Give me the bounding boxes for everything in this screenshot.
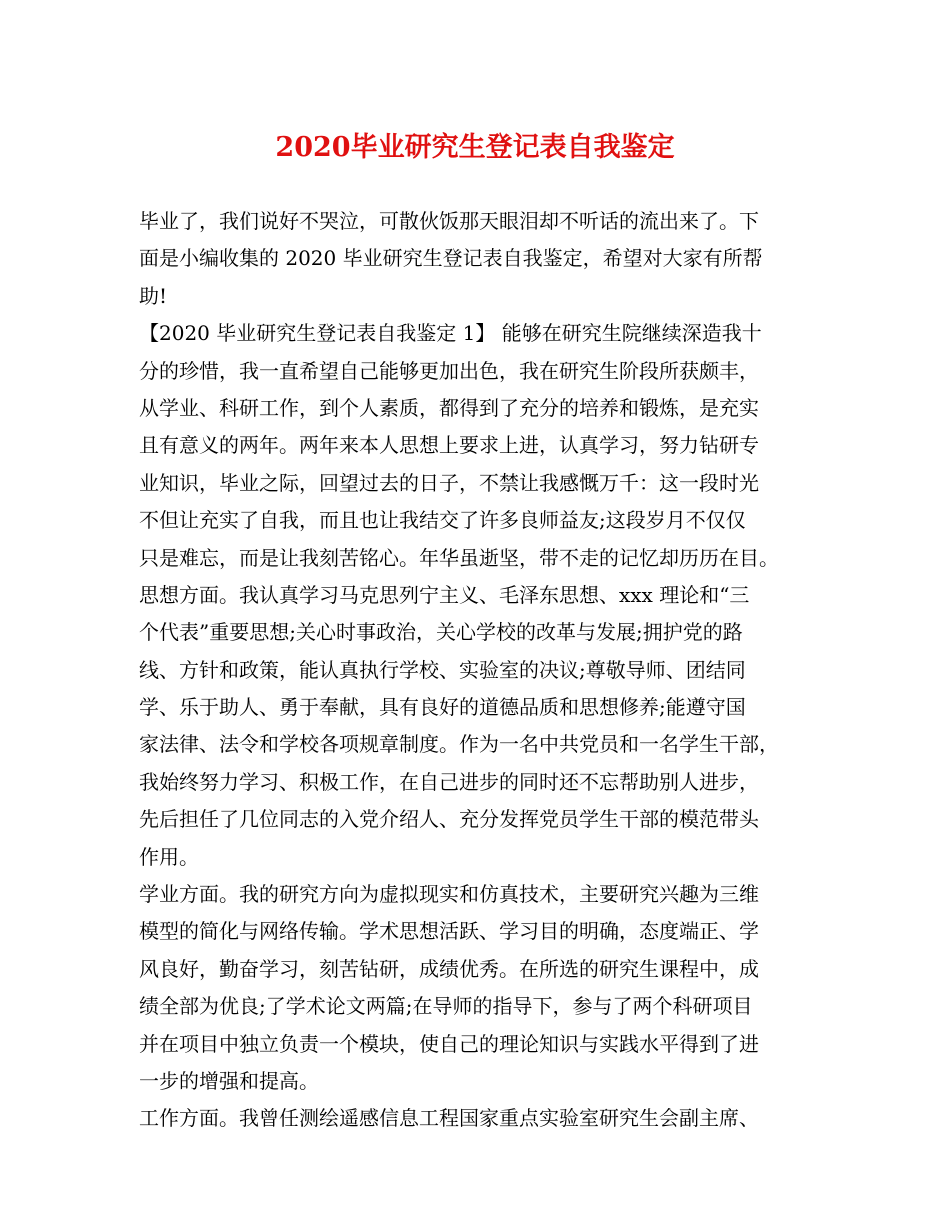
paragraph-line: 家法律、法令和学校各项规章制度。作为一名中共党员和一名学生干部，	[139, 732, 779, 757]
paragraph-line: 并在项目中独立负责一个模块，使自己的理论知识与实践水平得到了进	[139, 1031, 759, 1056]
paragraph-line: 且有意义的两年。两年来本人思想上要求上进，认真学习，努力钻研专	[139, 433, 759, 458]
paragraph-line: 只是难忘，而是让我刻苦铭心。年华虽逝坚，带不走的记忆却历历在目。	[139, 545, 779, 570]
paragraph-line: 绩全部为优良;了学术论文两篇;在导师的指导下，参与了两个科研项目	[139, 994, 753, 1019]
paragraph-line: 面是小编收集的 2020 毕业研究生登记表自我鉴定，希望对大家有所帮	[139, 246, 763, 271]
paragraph-line: 先后担任了几位同志的入党介绍人、充分发挥党员学生干部的模范带头	[139, 807, 759, 832]
paragraph-line: 我始终努力学习、积极工作，在自己进步的同时还不忘帮助别人进步，	[139, 769, 759, 794]
paragraph-line: 【2020 毕业研究生登记表自我鉴定 1】 能够在研究生院继续深造我十	[139, 321, 762, 346]
paragraph-line: 线、方针和政策，能认真执行学校、实验室的决议;尊敬导师、团结同	[139, 657, 746, 682]
paragraph-line: 一步的增强和提高。	[139, 1068, 319, 1093]
paragraph-line: 学、乐于助人、勇于奉献，具有良好的道德品质和思想修养;能遵守国	[139, 695, 746, 720]
paragraph-line: 业知识，毕业之际，回望过去的日子，不禁让我感慨万千：这一段时光	[139, 470, 759, 495]
paragraph-line: 风良好，勤奋学习，刻苦钻研，成绩优秀。在所选的研究生课程中，成	[139, 956, 759, 981]
paragraph-line: 分的珍惜，我一直希望自己能够更加出色，我在研究生阶段所获颇丰，	[139, 358, 759, 383]
document-title: 2020毕业研究生登记表自我鉴定	[275, 132, 675, 163]
paragraph-line: 不但让充实了自我，而且也让我结交了许多良师益友;这段岁月不仅仅	[139, 508, 746, 533]
paragraph-line: 学业方面。我的研究方向为虚拟现实和仿真技术，主要研究兴趣为三维	[139, 882, 759, 907]
document-body	[139, 203, 819, 1138]
paragraph-line: 思想方面。我认真学习马克思列宁主义、毛泽东思想、xxx 理论和“三	[139, 582, 750, 607]
paragraph-line: 工作方面。我曾任测绘遥感信息工程国家重点实验室研究生会副主席、	[139, 1106, 759, 1131]
paragraph-line: 模型的简化与网络传输。学术思想活跃、学习目的明确，态度端正、学	[139, 919, 759, 944]
paragraph-line: 助!	[139, 283, 168, 308]
paragraph-line: 作用。	[139, 844, 199, 869]
paragraph-line: 从学业、科研工作，到个人素质，都得到了充分的培养和锻炼，是充实	[139, 395, 759, 420]
paragraph-line: 个代表”重要思想;关心时事政治，关心学校的改革与发展;拥护党的路	[139, 620, 743, 645]
paragraph-line: 毕业了，我们说好不哭泣，可散伙饭那天眼泪却不听话的流出来了。下	[139, 209, 759, 233]
